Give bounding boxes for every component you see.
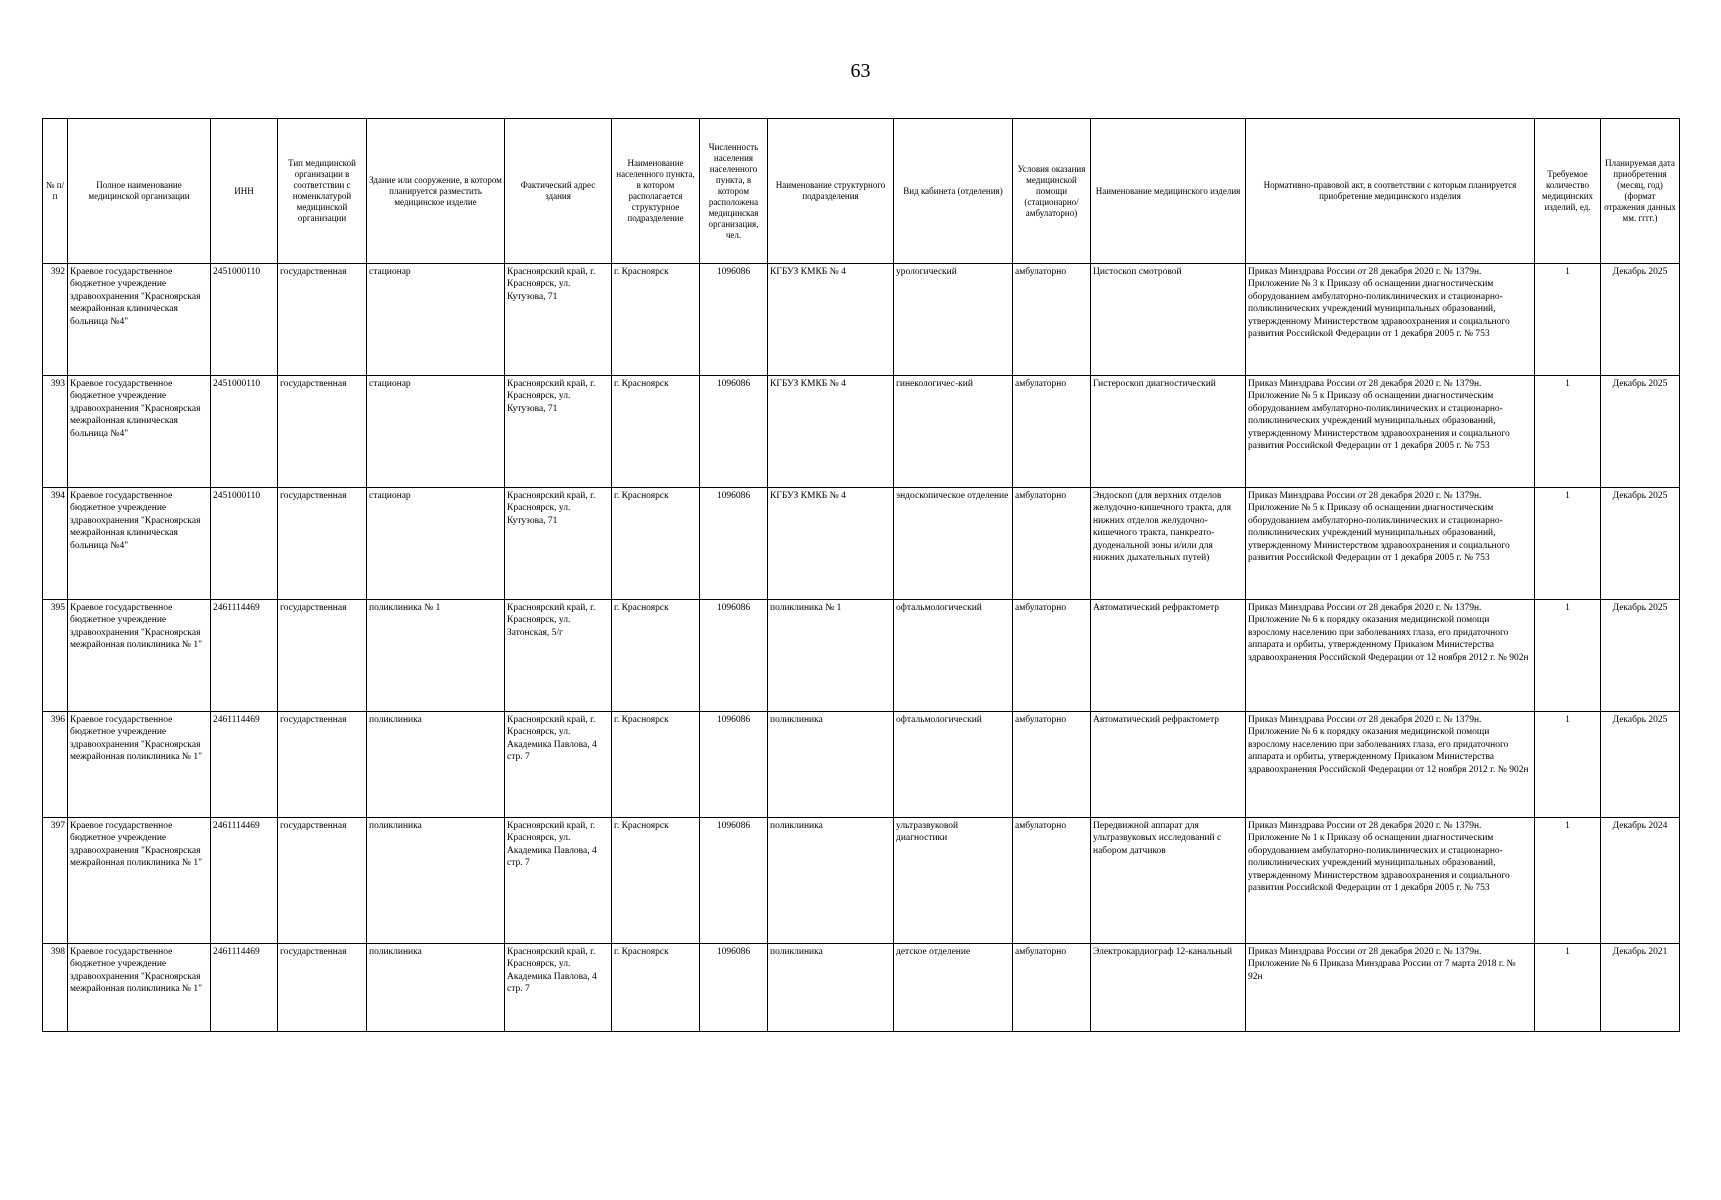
cell-settlement: г. Красноярск: [612, 712, 700, 818]
cell-building: стационар: [367, 264, 505, 376]
col-header-inn: ИНН: [211, 119, 278, 264]
cell-act: Приказ Минздрава России от 28 декабря 2020 г. № 1379н. Приложение № 3 к Приказу об оснащении диагностическим оборудованием амбулаторно-поликлинических и стационарно-поликлинических учреждений муниципальных образований, утвержденному Министерством здравоохранения и социального развития Российской Федерации от 1 декабря 2005 г. № 753: [1246, 264, 1535, 376]
cell-num: 393: [43, 376, 68, 488]
cell-division: поликлиника: [768, 712, 894, 818]
cell-date: Декабрь 2025: [1601, 264, 1680, 376]
cell-act: Приказ Минздрава России от 28 декабря 2020 г. № 1379н. Приложение № 5 к Приказу об оснащении диагностическим оборудованием амбулаторно-поликлинических и стационарно-поликлинических учреждений муниципальных образований, утвержденному Министерством здравоохранения и социального развития Российской Федерации от 1 декабря 2005 г. № 753: [1246, 376, 1535, 488]
cell-division: поликлиника: [768, 944, 894, 1032]
col-header-conditions: Условия оказания медицинской помощи (стационарно/ амбулаторно): [1013, 119, 1091, 264]
col-header-population: Численность населения населенного пункта, в котором расположена медицинская организация, чел.: [700, 119, 768, 264]
cell-address: Красноярский край, г. Красноярск, ул. Затонская, 5/г: [505, 600, 612, 712]
cell-name: Краевое государственное бюджетное учреждение здравоохранения "Красноярская межрайонная поликлиника № 1": [68, 944, 211, 1032]
cell-settlement: г. Красноярск: [612, 264, 700, 376]
cell-address: Красноярский край, г. Красноярск, ул. Академика Павлова, 4 стр. 7: [505, 818, 612, 944]
table-row: [43, 600, 1680, 712]
cell-inn: 2461114469: [211, 818, 278, 944]
cell-cabinet: офтальмологический: [894, 600, 1013, 712]
col-header-num: № п/п: [43, 119, 68, 264]
cell-conditions: амбулаторно: [1013, 712, 1091, 818]
cell-population: 1096086: [700, 488, 768, 600]
col-header-date: Планируемая дата приобретения (месяц, год) (формат отражения данных мм. гггг.): [1601, 119, 1680, 264]
table-row: [43, 944, 1680, 1032]
cell-address: Красноярский край, г. Красноярск, ул. Кутузова, 71: [505, 264, 612, 376]
cell-division: поликлиника № 1: [768, 600, 894, 712]
cell-type: государственная: [278, 712, 367, 818]
cell-type: государственная: [278, 376, 367, 488]
cell-device: Цистоскоп смотровой: [1091, 264, 1246, 376]
cell-settlement: г. Красноярск: [612, 376, 700, 488]
cell-population: 1096086: [700, 712, 768, 818]
cell-act: Приказ Минздрава России от 28 декабря 2020 г. № 1379н. Приложение № 6 к порядку оказания медицинской помощи взрослому населению при заболеваниях глаза, его придаточного аппарата и орбиты, утвержденному Приказом Министерства здравоохранения Российской Федерации от 12 ноября 2012 г. № 902н: [1246, 712, 1535, 818]
cell-division: поликлиника: [768, 818, 894, 944]
cell-act: Приказ Минздрава России от 28 декабря 2020 г. № 1379н. Приложение № 6 Приказа Минздрава России от 7 марта 2018 г. № 92н: [1246, 944, 1535, 1032]
cell-cabinet: урологический: [894, 264, 1013, 376]
table-row: [43, 712, 1680, 818]
cell-conditions: амбулаторно: [1013, 600, 1091, 712]
cell-type: государственная: [278, 818, 367, 944]
cell-cabinet: эндоскопическое отделение: [894, 488, 1013, 600]
cell-device: Электрокардиограф 12-канальный: [1091, 944, 1246, 1032]
col-header-device: Наименование медицинского изделия: [1091, 119, 1246, 264]
col-header-division: Наименование структурного подразделения: [768, 119, 894, 264]
cell-inn: 2451000110: [211, 264, 278, 376]
cell-population: 1096086: [700, 600, 768, 712]
cell-device: Автоматический рефрактометр: [1091, 712, 1246, 818]
cell-device: Автоматический рефрактометр: [1091, 600, 1246, 712]
cell-name: Краевое государственное бюджетное учреждение здравоохранения "Красноярская межрайонная поликлиника № 1": [68, 818, 211, 944]
cell-qty: 1: [1535, 600, 1601, 712]
cell-qty: 1: [1535, 818, 1601, 944]
col-header-type: Тип медицинской организации в соответствии с номенклатурой медицинской организации: [278, 119, 367, 264]
col-header-act: Нормативно-правовой акт, в соответствии с которым планируется приобретение медицинского изделия: [1246, 119, 1535, 264]
cell-cabinet: ультразвуковой диагностики: [894, 818, 1013, 944]
table-row: [43, 376, 1680, 488]
col-header-qty: Требуемое количество медицинских изделий, ед.: [1535, 119, 1601, 264]
col-header-building: Здание или сооружение, в котором планируется разместить медицинское изделие: [367, 119, 505, 264]
col-header-address: Фактический адрес здания: [505, 119, 612, 264]
cell-device: Передвижной аппарат для ультразвуковых исследований с набором датчиков: [1091, 818, 1246, 944]
cell-building: поликлиника № 1: [367, 600, 505, 712]
cell-type: государственная: [278, 488, 367, 600]
cell-date: Декабрь 2025: [1601, 488, 1680, 600]
cell-num: 395: [43, 600, 68, 712]
cell-building: поликлиника: [367, 818, 505, 944]
cell-num: 398: [43, 944, 68, 1032]
registry-table: [42, 118, 1680, 1032]
cell-population: 1096086: [700, 818, 768, 944]
cell-building: стационар: [367, 376, 505, 488]
cell-name: Краевое государственное бюджетное учреждение здравоохранения "Красноярская межрайонная клиническая больница №4": [68, 264, 211, 376]
col-header-cabinet: Вид кабинета (отделения): [894, 119, 1013, 264]
cell-inn: 2461114469: [211, 600, 278, 712]
cell-qty: 1: [1535, 488, 1601, 600]
cell-num: 394: [43, 488, 68, 600]
cell-address: Красноярский край, г. Красноярск, ул. Кутузова, 71: [505, 376, 612, 488]
table-header-row: [43, 119, 1680, 264]
cell-name: Краевое государственное бюджетное учреждение здравоохранения "Красноярская межрайонная поликлиника № 1": [68, 600, 211, 712]
cell-qty: 1: [1535, 376, 1601, 488]
cell-conditions: амбулаторно: [1013, 944, 1091, 1032]
cell-act: Приказ Минздрава России от 28 декабря 2020 г. № 1379н. Приложение № 6 к порядку оказания медицинской помощи взрослому населению при заболеваниях глаза, его придаточного аппарата и орбиты, утвержденному Приказом Министерства здравоохранения Российской Федерации от 12 ноября 2012 г. № 902н: [1246, 600, 1535, 712]
cell-date: Декабрь 2025: [1601, 600, 1680, 712]
cell-settlement: г. Красноярск: [612, 944, 700, 1032]
cell-division: КГБУЗ КМКБ № 4: [768, 488, 894, 600]
cell-date: Декабрь 2021: [1601, 944, 1680, 1032]
cell-act: Приказ Минздрава России от 28 декабря 2020 г. № 1379н. Приложение № 5 к Приказу об оснащении диагностическим оборудованием амбулаторно-поликлинических и стационарно-поликлинических учреждений муниципальных образований, утвержденному Министерством здравоохранения и социального развития Российской Федерации от 1 декабря 2005 г. № 753: [1246, 488, 1535, 600]
cell-cabinet: офтальмологический: [894, 712, 1013, 818]
cell-building: стационар: [367, 488, 505, 600]
cell-settlement: г. Красноярск: [612, 488, 700, 600]
cell-name: Краевое государственное бюджетное учреждение здравоохранения "Красноярская межрайонная клиническая больница №4": [68, 488, 211, 600]
cell-act: Приказ Минздрава России от 28 декабря 2020 г. № 1379н. Приложение № 1 к Приказу об оснащении диагностическим оборудованием амбулаторно-поликлинических и стационарно-поликлинических учреждений муниципальных образований, утвержденному Министерством здравоохранения и социального развития Российской Федерации от 1 декабря 2005 г. № 753: [1246, 818, 1535, 944]
cell-conditions: амбулаторно: [1013, 488, 1091, 600]
cell-conditions: амбулаторно: [1013, 818, 1091, 944]
cell-address: Красноярский край, г. Красноярск, ул. Академика Павлова, 4 стр. 7: [505, 944, 612, 1032]
cell-population: 1096086: [700, 944, 768, 1032]
col-header-name: Полное наименование медицинской организации: [68, 119, 211, 264]
cell-name: Краевое государственное бюджетное учреждение здравоохранения "Красноярская межрайонная поликлиника № 1": [68, 712, 211, 818]
cell-address: Красноярский край, г. Красноярск, ул. Академика Павлова, 4 стр. 7: [505, 712, 612, 818]
cell-division: КГБУЗ КМКБ № 4: [768, 376, 894, 488]
cell-num: 392: [43, 264, 68, 376]
cell-inn: 2451000110: [211, 376, 278, 488]
cell-num: 396: [43, 712, 68, 818]
cell-qty: 1: [1535, 944, 1601, 1032]
cell-conditions: амбулаторно: [1013, 264, 1091, 376]
cell-building: поликлиника: [367, 944, 505, 1032]
cell-inn: 2461114469: [211, 944, 278, 1032]
cell-type: государственная: [278, 944, 367, 1032]
table-row: [43, 818, 1680, 944]
cell-settlement: г. Красноярск: [612, 818, 700, 944]
cell-date: Декабрь 2024: [1601, 818, 1680, 944]
cell-cabinet: гинекологичес-кий: [894, 376, 1013, 488]
table-row: [43, 264, 1680, 376]
cell-num: 397: [43, 818, 68, 944]
cell-building: поликлиника: [367, 712, 505, 818]
page-number: 63: [850, 60, 871, 82]
cell-conditions: амбулаторно: [1013, 376, 1091, 488]
cell-type: государственная: [278, 264, 367, 376]
cell-date: Декабрь 2025: [1601, 376, 1680, 488]
cell-device: Гистероскоп диагностический: [1091, 376, 1246, 488]
cell-settlement: г. Красноярск: [612, 600, 700, 712]
cell-qty: 1: [1535, 264, 1601, 376]
cell-date: Декабрь 2025: [1601, 712, 1680, 818]
cell-address: Красноярский край, г. Красноярск, ул. Кутузова, 71: [505, 488, 612, 600]
cell-population: 1096086: [700, 264, 768, 376]
cell-division: КГБУЗ КМКБ № 4: [768, 264, 894, 376]
cell-name: Краевое государственное бюджетное учреждение здравоохранения "Красноярская межрайонная клиническая больница №4": [68, 376, 211, 488]
cell-cabinet: детское отделение: [894, 944, 1013, 1032]
cell-inn: 2461114469: [211, 712, 278, 818]
cell-qty: 1: [1535, 712, 1601, 818]
col-header-settlement: Наименование населенного пункта, в котором располагается структурное подразделение: [612, 119, 700, 264]
cell-population: 1096086: [700, 376, 768, 488]
cell-device: Эндоскоп (для верхних отделов желудочно-кишечного тракта, для нижних отделов желудочно-кишечного тракта, панкреато-дуоденальной зоны и/или для нижних дыхательных путей): [1091, 488, 1246, 600]
cell-inn: 2451000110: [211, 488, 278, 600]
cell-type: государственная: [278, 600, 367, 712]
table-row: [43, 488, 1680, 600]
